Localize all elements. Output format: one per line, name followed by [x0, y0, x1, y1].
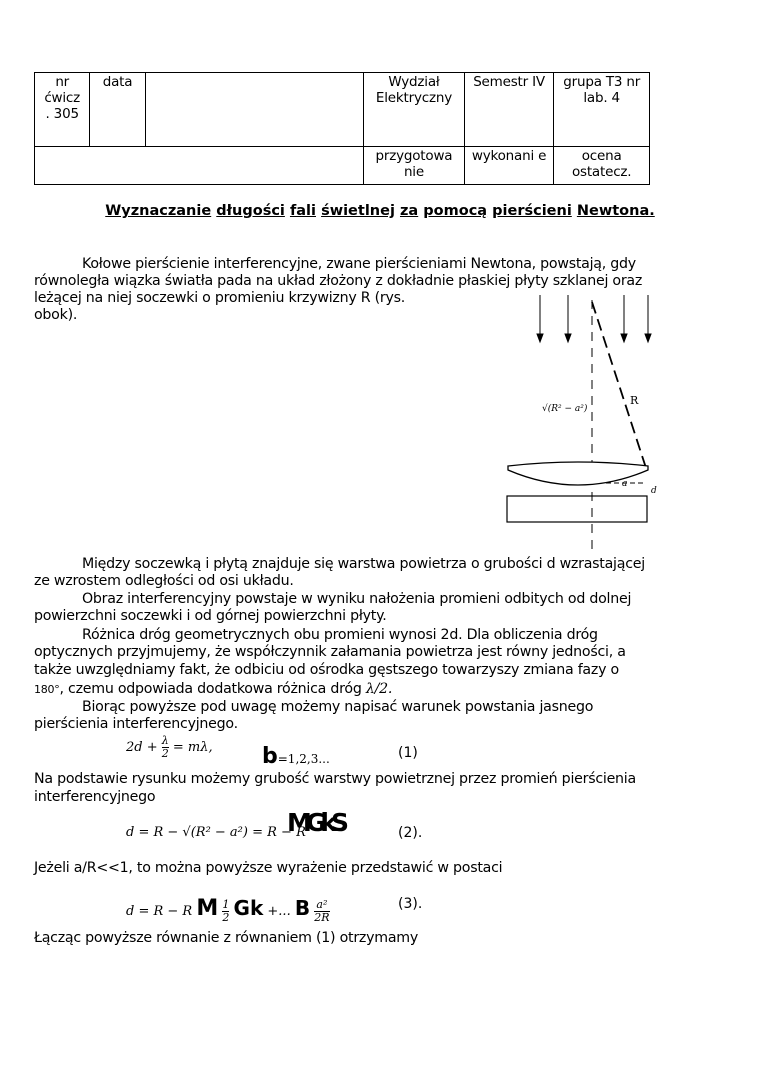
- title-word: fali: [289, 203, 316, 219]
- ray-arrowhead: [565, 334, 571, 342]
- grade-cell: ocena ostatecz.: [554, 147, 650, 185]
- preparation-cell: przygotowa nie: [364, 147, 465, 185]
- equation-1: [126, 735, 213, 760]
- execution-cell: wykonani e: [464, 147, 554, 185]
- paragraph-line: [34, 681, 392, 698]
- paragraph-line: interferencyjnego: [34, 789, 156, 805]
- eq3-left: d = R − R: [126, 904, 193, 919]
- document-title: [0, 203, 760, 219]
- date-value-cell: [145, 73, 363, 147]
- fraction-denominator: 2: [161, 747, 169, 760]
- fraction-numerator: 1: [222, 898, 230, 911]
- fraction-denominator: 2R: [314, 911, 330, 924]
- title-word: Wyznaczanie: [105, 203, 212, 219]
- fraction-denominator: 2: [222, 911, 230, 924]
- paragraph-line: pierścienia interferencyjnego.: [34, 716, 238, 732]
- radius-line: [592, 302, 646, 468]
- eq1-left: 2d +: [126, 740, 158, 755]
- fraction-numerator: a²: [316, 898, 328, 911]
- paragraph-line: ze wzrostem odległości od osi układu.: [34, 573, 294, 589]
- paragraph-line: Kołowe pierścienie interferencyjne, zwane pierścieniami Newtona, powstają, gdy: [82, 256, 636, 272]
- half-fraction: [222, 899, 229, 924]
- equation-3: d = R − R M $\frac{1}{2}$ Gk +... B $\frac{\text{a²}}{2R}$: [126, 896, 330, 924]
- degree-value: 180°: [34, 683, 60, 696]
- paragraph-text: , czemu odpowiada dodatkowa różnica dróg: [59, 681, 366, 697]
- ray-arrowhead: [645, 334, 651, 342]
- paragraph-line: leżącej na niej soczewki o promieniu krzywizny R (rys.: [34, 290, 406, 306]
- title-word: świetlnej: [321, 203, 395, 219]
- faculty-cell: Wydział Elektryczny: [364, 73, 465, 147]
- equation-2: d = R − √(R² − a²) = R − R: [126, 825, 306, 840]
- group-cell: grupa T3 nr lab. 4: [554, 73, 650, 147]
- paragraph-line: Biorąc powyższe pod uwagę możemy napisać warunek powstania jasnego: [82, 699, 594, 715]
- paragraph-line: powierzchni soczewki i od górnej powierzchni płyty.: [34, 608, 387, 624]
- eq1-condition-text: =1,2,3...: [277, 752, 330, 766]
- glass-plate: [507, 496, 647, 522]
- exercise-number-value: . 305: [45, 106, 79, 122]
- paragraph-line: Obraz interferencyjny powstaje w wyniku nałożenia promieni odbitych od dolnej: [82, 591, 632, 607]
- ray-arrowhead: [621, 334, 627, 342]
- sqrt-label: √(R² − a²): [542, 404, 588, 414]
- eq1-right: = mλ,: [172, 740, 213, 755]
- lambda-half-fraction: [162, 735, 169, 760]
- lambda-half: λ/2.: [365, 681, 393, 697]
- paragraph-line: Między soczewką i płytą znajduje się warstwa powietrza o grubości d wzrastającej: [82, 556, 645, 572]
- title-word: pomocą: [423, 203, 488, 219]
- paragraph-line: Jeżeli a/R<<1, to można powyższe wyrażenie przedstawić w postaci: [34, 860, 503, 876]
- radius-label: R: [630, 394, 639, 407]
- result-fraction: [314, 899, 329, 924]
- paragraph-line: Różnica dróg geometrycznych obu promieni wynosi 2d. Dla obliczenia dróg: [82, 627, 598, 643]
- paragraph-line: obok).: [34, 307, 78, 323]
- eq1-number: (1): [398, 745, 418, 761]
- header-table: [34, 72, 650, 185]
- title-word: długości: [216, 203, 285, 219]
- semester-cell: Semestr IV: [464, 73, 554, 147]
- paragraph-line: równoległa wiązka światła pada na układ złożony z dokładnie płaskiej płyty szklanej oraz: [34, 273, 643, 289]
- eq3-number: (3).: [398, 896, 423, 912]
- eq3-mid: +...: [267, 904, 291, 919]
- paragraph-line: Łącząc powyższe równanie z równaniem (1) otrzymamy: [34, 930, 418, 946]
- a-label: a: [622, 479, 628, 489]
- paragraph-line: także uwzględniamy fakt, że odbiciu od ośrodka gęstszego towarzyszy zmiana fazy o: [34, 662, 619, 678]
- fraction-numerator: λ: [161, 734, 169, 747]
- eq1-condition: b=1,2,3...: [262, 744, 330, 769]
- ray-arrowhead: [537, 334, 543, 342]
- d-label: d: [651, 486, 657, 496]
- paragraph-line: Na podstawie rysunku możemy grubość warstwy powietrznej przez promień pierścienia: [34, 771, 636, 787]
- title-word: pierścieni: [492, 203, 572, 219]
- title-word: za: [399, 203, 419, 219]
- paragraph-line: optycznych przyjmujemy, że współczynnik załamania powietrza jest równy jedności, a: [34, 644, 626, 660]
- blank-cell: [35, 147, 364, 185]
- newton-rings-figure: [500, 290, 700, 560]
- date-label: data: [90, 73, 145, 147]
- title-word: Newtona.: [576, 203, 655, 219]
- eq2-garbled-glyphs: MGkS: [287, 808, 344, 837]
- exercise-number-cell: [35, 73, 90, 147]
- eq2-number: (2).: [398, 825, 423, 841]
- exercise-number-label: nr ćwicz: [44, 74, 81, 106]
